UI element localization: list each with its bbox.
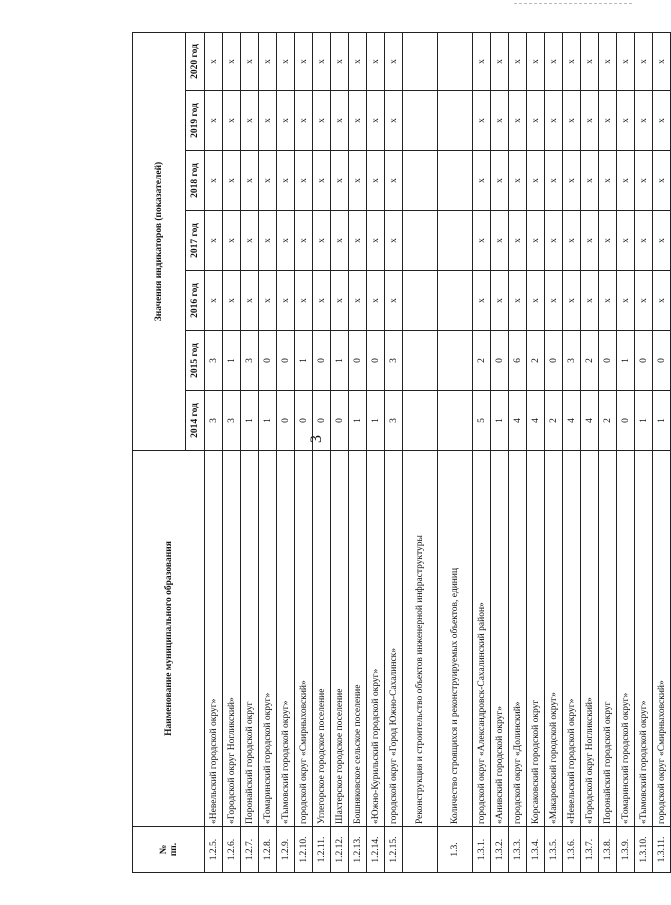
indicator-value: 5	[473, 391, 491, 451]
indicator-value: x	[259, 91, 277, 151]
indicator-value: x	[277, 271, 295, 331]
row-num: 1.3.7.	[581, 827, 599, 873]
row-num: 1.3.11.	[653, 827, 671, 873]
indicator-value: x	[349, 91, 367, 151]
table-row	[509, 32, 527, 872]
table-row	[617, 32, 635, 872]
indicator-value: x	[527, 91, 545, 151]
indicator-value: x	[563, 271, 581, 331]
row-num: 1.2.8.	[259, 827, 277, 873]
indicator-value: 2	[527, 331, 545, 391]
indicator-value: x	[331, 151, 349, 211]
indicator-value: x	[581, 151, 599, 211]
indicator-value: x	[385, 151, 403, 211]
indicator-value: x	[223, 91, 241, 151]
indicator-value: x	[313, 271, 331, 331]
municipality-name: «Невельский городской округ»	[563, 451, 581, 827]
indicator-value: x	[241, 151, 259, 211]
table-row	[331, 32, 349, 872]
row-num: 1.3.9.	[617, 827, 635, 873]
indicator-value: x	[223, 211, 241, 271]
indicator-value: x	[241, 211, 259, 271]
indicator-value: x	[295, 151, 313, 211]
indicator-value: x	[545, 211, 563, 271]
indicator-value: x	[545, 32, 563, 90]
page-number: 3	[308, 435, 325, 443]
municipality-name: Шахтерское городское поселение	[331, 451, 349, 827]
indicator-value: x	[581, 271, 599, 331]
indicator-value: x	[223, 151, 241, 211]
indicator-value: x	[241, 91, 259, 151]
municipality-name: «Тымовский городской округ»	[635, 451, 653, 827]
indicator-value: x	[473, 271, 491, 331]
indicator-value: x	[527, 32, 545, 90]
indicator-value: 0	[491, 331, 509, 391]
table-row	[277, 32, 295, 872]
table-row	[545, 32, 563, 872]
header-year: 2017 год	[186, 211, 205, 271]
indicator-value: x	[349, 151, 367, 211]
header-year: 2014 год	[186, 391, 205, 451]
indicator-value: x	[653, 32, 671, 90]
indicator-value: x	[259, 211, 277, 271]
row-num: 1.3.1.	[473, 827, 491, 873]
table-row	[313, 32, 331, 872]
indicator-value: 3	[241, 331, 259, 391]
indicator-value: x	[277, 32, 295, 90]
indicator-value: x	[581, 91, 599, 151]
indicator-table	[132, 32, 671, 873]
indicator-value: x	[295, 91, 313, 151]
row-num: 1.2.9.	[277, 827, 295, 873]
table-row	[473, 32, 491, 872]
indicator-value: x	[527, 271, 545, 331]
indicator-value: x	[599, 91, 617, 151]
indicator-value: x	[277, 91, 295, 151]
indicator-value: x	[331, 271, 349, 331]
row-num: 1.2.7.	[241, 827, 259, 873]
indicator-value: 0	[349, 331, 367, 391]
table-body-1-2	[205, 32, 403, 872]
indicator-value: x	[349, 32, 367, 90]
indicator-value: x	[349, 211, 367, 271]
indicator-value: x	[223, 271, 241, 331]
table-row	[563, 32, 581, 872]
indicator-value: x	[635, 151, 653, 211]
indicator-value: x	[259, 151, 277, 211]
municipality-name: «Южно-Курильский городской округ»	[367, 451, 385, 827]
indicator-value: 3	[223, 391, 241, 451]
row-num: 1.2.15.	[385, 827, 403, 873]
indicator-value: x	[331, 211, 349, 271]
indicator-value: 1	[223, 331, 241, 391]
indicator-value: x	[617, 151, 635, 211]
indicator-value: x	[509, 32, 527, 90]
indicator-value: 1	[349, 391, 367, 451]
municipality-name: городской округ «Долинский»	[509, 451, 527, 827]
indicator-value: x	[473, 151, 491, 211]
indicator-value: x	[259, 32, 277, 90]
indicator-value: x	[473, 32, 491, 90]
municipality-name: «Анивский городской округ»	[491, 451, 509, 827]
table-row	[385, 32, 403, 872]
municipality-name: городской округ «Александровск-Сахалинский район»	[473, 451, 491, 827]
municipality-name: Поронайский городской округ	[599, 451, 617, 827]
indicator-value: x	[635, 211, 653, 271]
row-num: 1.3.3.	[509, 827, 527, 873]
indicator-value: x	[385, 32, 403, 90]
indicator-value: x	[563, 151, 581, 211]
indicator-value: 0	[617, 391, 635, 451]
indicator-value: x	[385, 271, 403, 331]
indicator-value: 1	[331, 331, 349, 391]
indicator-value: x	[367, 211, 385, 271]
indicator-value: 1	[491, 391, 509, 451]
subsection-row	[438, 32, 473, 872]
table-row	[349, 32, 367, 872]
indicator-value: x	[367, 151, 385, 211]
indicator-value: 3	[385, 331, 403, 391]
indicator-value: x	[599, 271, 617, 331]
indicator-value: 4	[527, 391, 545, 451]
header-row	[133, 32, 186, 872]
row-num: 1.3.4.	[527, 827, 545, 873]
indicator-value: x	[599, 32, 617, 90]
indicator-value: 0	[653, 331, 671, 391]
indicator-value: x	[313, 211, 331, 271]
indicator-value: x	[241, 32, 259, 90]
indicator-value: 1	[617, 331, 635, 391]
indicator-value: x	[563, 32, 581, 90]
row-num: 1.3.10.	[635, 827, 653, 873]
rotated-table-container	[132, 33, 667, 873]
indicator-value: 3	[205, 331, 223, 391]
municipality-name: городской округ «Смирныховский»	[295, 451, 313, 827]
table-row	[223, 32, 241, 872]
section-title: Реконструкция и строительство объектов инженерной инфраструктуры	[403, 451, 438, 827]
scan-edge-mark	[514, 3, 632, 4]
indicator-value: x	[527, 151, 545, 211]
header-num: № пп.	[133, 827, 205, 873]
table-body-section	[403, 32, 473, 872]
indicator-value: x	[295, 211, 313, 271]
indicator-value: x	[259, 271, 277, 331]
indicator-value: x	[205, 32, 223, 90]
indicator-value: x	[241, 271, 259, 331]
municipality-name: «Макаровский городской округ»	[545, 451, 563, 827]
indicator-value: x	[599, 151, 617, 211]
indicator-value: x	[295, 271, 313, 331]
indicator-value: 3	[205, 391, 223, 451]
municipality-name: «Городской округ Ногликский»	[223, 451, 241, 827]
row-num: 1.2.11.	[313, 827, 331, 873]
indicator-value: x	[509, 151, 527, 211]
indicator-value: x	[563, 91, 581, 151]
table-body-1-3	[473, 32, 671, 872]
indicator-value: x	[491, 211, 509, 271]
header-values-group: Значения индикаторов (показателей)	[133, 32, 186, 450]
indicator-value: x	[277, 151, 295, 211]
indicator-value: x	[581, 32, 599, 90]
indicator-value: x	[367, 271, 385, 331]
table-row	[295, 32, 313, 872]
indicator-value: x	[599, 211, 617, 271]
indicator-value: x	[563, 211, 581, 271]
table-row	[491, 32, 509, 872]
indicator-value: x	[313, 151, 331, 211]
municipality-name: «Городской округ Ногликский»	[581, 451, 599, 827]
indicator-value: x	[635, 271, 653, 331]
indicator-value: x	[545, 91, 563, 151]
indicator-value: 2	[545, 391, 563, 451]
indicator-value: 0	[331, 391, 349, 451]
table-row	[205, 32, 223, 872]
indicator-value: 1	[653, 391, 671, 451]
indicator-value: x	[527, 211, 545, 271]
indicator-value: x	[635, 91, 653, 151]
indicator-value: x	[313, 32, 331, 90]
indicator-value: x	[509, 211, 527, 271]
indicator-value: x	[653, 91, 671, 151]
indicator-value: x	[491, 32, 509, 90]
table-row	[653, 32, 671, 872]
indicator-value: 2	[581, 331, 599, 391]
indicator-value: x	[367, 91, 385, 151]
header-year: 2016 год	[186, 271, 205, 331]
table-row	[241, 32, 259, 872]
indicator-value: x	[331, 32, 349, 90]
row-num: 1.2.6.	[223, 827, 241, 873]
row-num: 1.2.10.	[295, 827, 313, 873]
indicator-value: 1	[295, 331, 313, 391]
indicator-value: 4	[509, 391, 527, 451]
indicator-value: x	[581, 211, 599, 271]
indicator-value: 0	[545, 331, 563, 391]
indicator-value: x	[617, 211, 635, 271]
indicator-value: x	[491, 151, 509, 211]
row-num: 1.3.5.	[545, 827, 563, 873]
indicator-value: 2	[599, 391, 617, 451]
indicator-value: x	[491, 91, 509, 151]
indicator-value: x	[277, 211, 295, 271]
indicator-value: x	[617, 91, 635, 151]
indicator-value: x	[295, 32, 313, 90]
municipality-name: Поронайский городской округ	[241, 451, 259, 827]
indicator-value: x	[205, 211, 223, 271]
indicator-value: x	[349, 271, 367, 331]
indicator-value: 4	[581, 391, 599, 451]
header-year: 2019 год	[186, 91, 205, 151]
header-name: Наименование муниципального образования	[133, 451, 205, 827]
indicator-value: 1	[241, 391, 259, 451]
indicator-value: x	[653, 151, 671, 211]
subsection-num: 1.3.	[438, 827, 473, 873]
indicator-value: 0	[277, 331, 295, 391]
indicator-value: x	[653, 271, 671, 331]
municipality-name: «Тымовский городской округ»	[277, 451, 295, 827]
municipality-name: «Томаринский городской округ»	[259, 451, 277, 827]
table-row	[599, 32, 617, 872]
indicator-value: 1	[367, 391, 385, 451]
indicator-value: x	[509, 271, 527, 331]
indicator-value: 1	[635, 391, 653, 451]
indicator-value: 0	[259, 331, 277, 391]
municipality-name: Бошняковское сельское поселение	[349, 451, 367, 827]
indicator-value: 0	[635, 331, 653, 391]
indicator-value: 0	[313, 331, 331, 391]
table-row	[259, 32, 277, 872]
indicator-value: x	[385, 91, 403, 151]
subsection-name: Количество строящихся и реконструируемых объектов, единиц	[438, 451, 473, 827]
indicator-value: x	[331, 91, 349, 151]
municipality-name: Корсаковский городской округ	[527, 451, 545, 827]
row-num: 1.3.6.	[563, 827, 581, 873]
indicator-value: x	[313, 91, 331, 151]
municipality-name: «Томаринский городской округ»	[617, 451, 635, 827]
municipality-name: городской округ «Смирныховский»	[653, 451, 671, 827]
indicator-value: x	[367, 32, 385, 90]
row-num: 1.3.8.	[599, 827, 617, 873]
indicator-value: 6	[509, 331, 527, 391]
indicator-value: x	[653, 211, 671, 271]
indicator-value: x	[205, 151, 223, 211]
indicator-value: x	[223, 32, 241, 90]
row-num: 1.2.13.	[349, 827, 367, 873]
indicator-value: x	[205, 271, 223, 331]
municipality-name: городской округ «Город Южно-Сахалинск»	[385, 451, 403, 827]
table-row	[367, 32, 385, 872]
header-year: 2020 год	[186, 32, 205, 90]
section-row	[403, 32, 438, 872]
indicator-value: x	[509, 91, 527, 151]
municipality-name: Углегорское городское поселение	[313, 451, 331, 827]
header-year: 2018 год	[186, 151, 205, 211]
indicator-value: 0	[599, 331, 617, 391]
municipality-name: «Невельский городской округ»	[205, 451, 223, 827]
indicator-value: 1	[259, 391, 277, 451]
table-row	[581, 32, 599, 872]
row-num: 1.3.2.	[491, 827, 509, 873]
indicator-value: x	[545, 151, 563, 211]
header-year: 2015 год	[186, 331, 205, 391]
row-num: 1.2.14.	[367, 827, 385, 873]
indicator-value: x	[473, 211, 491, 271]
row-num: 1.2.5.	[205, 827, 223, 873]
table-row	[527, 32, 545, 872]
indicator-value: 4	[563, 391, 581, 451]
indicator-value: 3	[385, 391, 403, 451]
row-num: 1.2.12.	[331, 827, 349, 873]
indicator-value: x	[491, 271, 509, 331]
indicator-value: x	[545, 271, 563, 331]
indicator-value: 0	[295, 391, 313, 451]
indicator-value: x	[205, 91, 223, 151]
indicator-value: 3	[563, 331, 581, 391]
table-row	[635, 32, 653, 872]
indicator-value: x	[617, 271, 635, 331]
indicator-value: 0	[313, 391, 331, 451]
indicator-value: 0	[367, 331, 385, 391]
indicator-value: x	[617, 32, 635, 90]
indicator-value: x	[473, 91, 491, 151]
indicator-value: x	[635, 32, 653, 90]
indicator-value: x	[385, 211, 403, 271]
indicator-value: 0	[277, 391, 295, 451]
indicator-value: 2	[473, 331, 491, 391]
